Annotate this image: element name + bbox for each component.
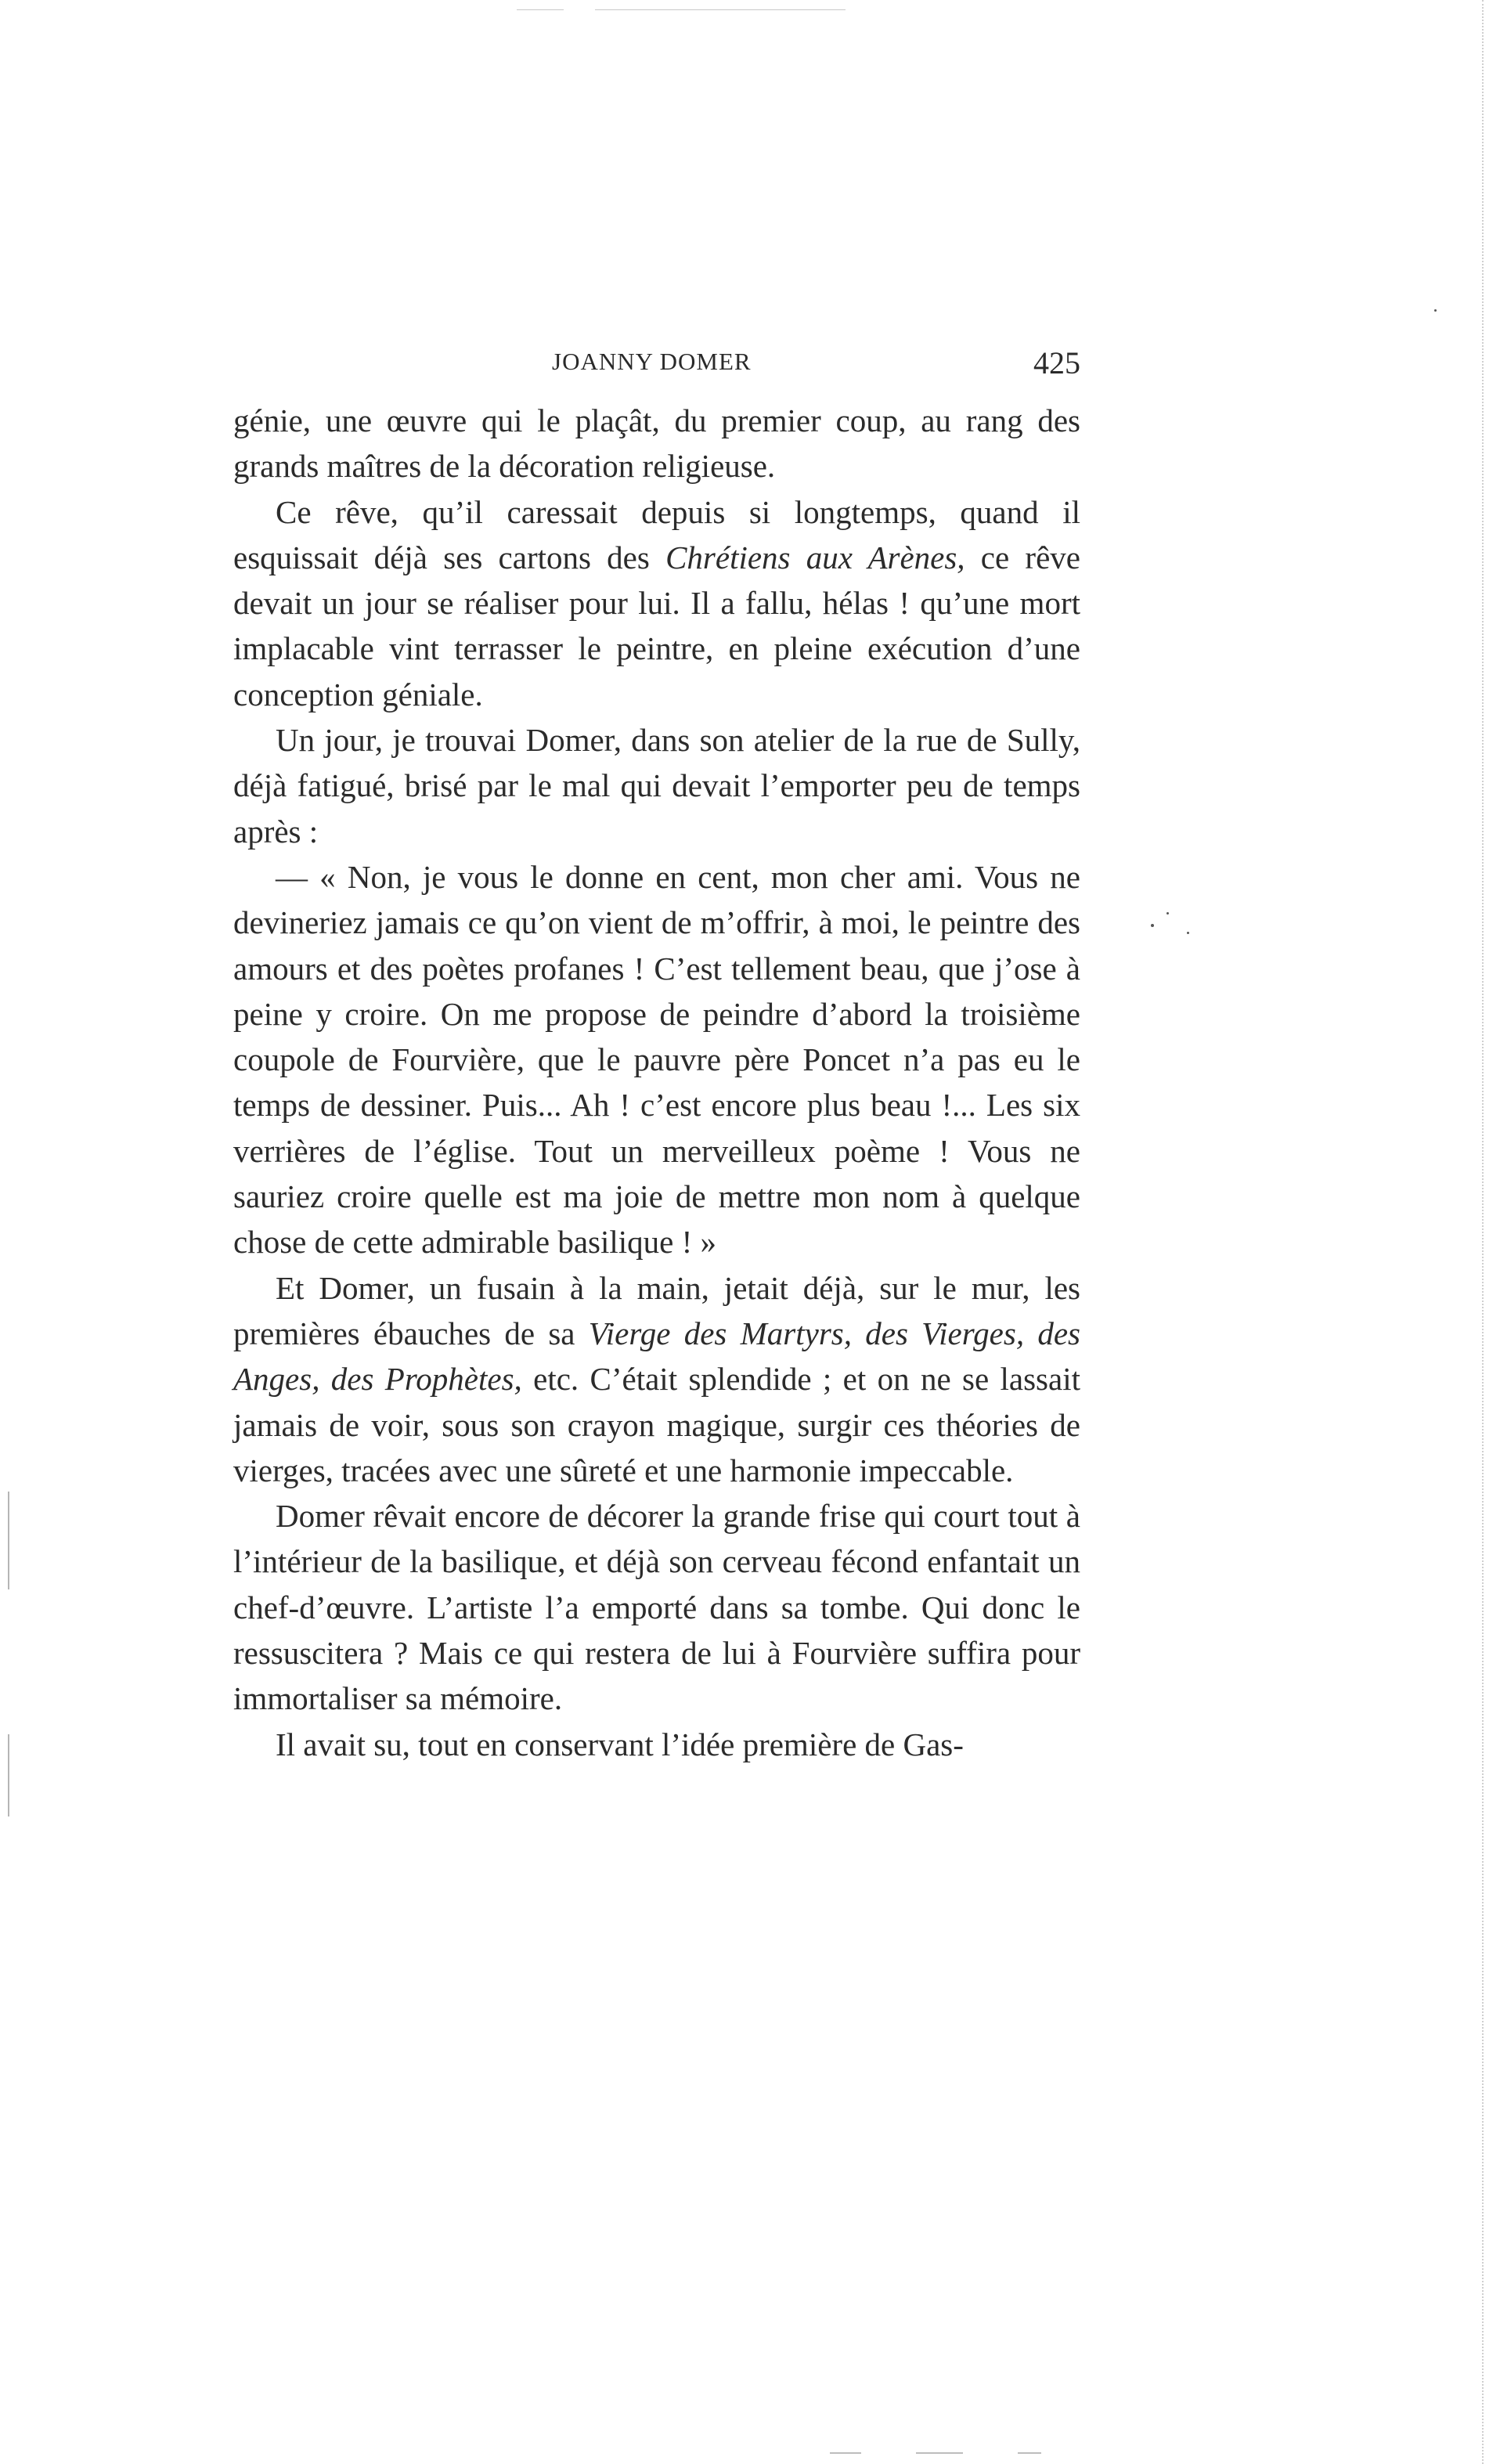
scan-edge-line	[1482, 0, 1484, 2464]
paragraph-5-text-a: Et Domer, un fusain à la main, jetait déjà, sur le mur, les premières ébauches de sa	[233, 1269, 1080, 1351]
paragraph-3: Un jour, je trouvai Domer, dans son atelier de la rue de Sully, déjà fatigué, brisé par le mal qui devait l’emporter peu de temps après :	[233, 722, 1080, 850]
ink-speck	[1151, 924, 1154, 927]
paragraph-2-text-b: ce rêve devait un jour se réaliser pour lui. Il a fallu, hélas ! qu’une mort implacable vint terrasser le peintre, en pleine exécution d’une conception géniale.	[233, 539, 1080, 713]
paragraph-5-text-b: etc. C’était splendide ; et on ne se lassait jamais de voir, sous son crayon magique, surgir ces théories de vierges, tracées avec une sûreté et une harmonie impeccable.	[233, 1361, 1080, 1488]
scan-scratch	[916, 2452, 963, 2454]
italic-works-list: Vierge des Martyrs, des Vierges, des Anges, des Prophètes,	[233, 1315, 1080, 1398]
paragraph-4-quote: — « Non, je vous le donne en cent, mon cher ami. Vous ne devineriez jamais ce qu’on vient de m’offrir, à moi, le peintre des amours et des poètes profanes ! C’est tellement beau, que j’ose à peine y croire. On me propose de peindre d’abord la troisième coupole de Fourvière, que le pauvre père Poncet n’a pas eu le temps de dessiner. Puis... Ah ! c’est encore plus beau !... Les six verrières de l’église. Tout un merveilleux poème ! Vous ne sauriez croire quelle est ma joie de mettre mon nom à quelque chose de cette admirable basilique ! »	[233, 858, 1080, 1261]
body-text	[233, 398, 1080, 1767]
ink-speck	[1166, 912, 1169, 915]
paragraph-6: Domer rêvait encore de décorer la grande frise qui court tout à l’intérieur de la basilique, et déjà son cerveau fécond enfantait un chef-d’œuvre. L’artiste l’a emporté dans sa tombe. Qui donc le ressuscitera ? Mais ce qui restera de lui à Fourvière suffira pour immortaliser sa mémoire.	[233, 1498, 1080, 1717]
page-header	[235, 345, 1080, 384]
scan-scratch	[830, 2452, 861, 2454]
scan-scratch	[1018, 2452, 1041, 2454]
scan-edge-mark	[8, 1492, 9, 1589]
paragraph-1: génie, une œuvre qui le plaçât, du premier coup, au rang des grands maîtres de la décoration religieuse.	[233, 402, 1080, 485]
scan-scratch	[595, 9, 846, 10]
scan-scratch	[517, 9, 564, 10]
page-number: 425	[1033, 345, 1080, 381]
ink-speck	[1434, 309, 1437, 312]
paragraph-2-text-a: Ce rêve, qu’il caressait depuis si longtemps, quand il esquissait déjà ses cartons des	[233, 493, 1080, 575]
paragraph-2	[233, 489, 1080, 717]
running-head: JOANNY DOMER	[552, 348, 752, 375]
paragraph-7: Il avait su, tout en conservant l’idée première de Gas-	[276, 1726, 964, 1762]
ink-speck	[1187, 932, 1189, 934]
scan-edge-mark	[8, 1734, 9, 1816]
italic-title-chretiens: Chrétiens aux Arènes,	[665, 539, 965, 575]
paragraph-5	[233, 1265, 1080, 1493]
